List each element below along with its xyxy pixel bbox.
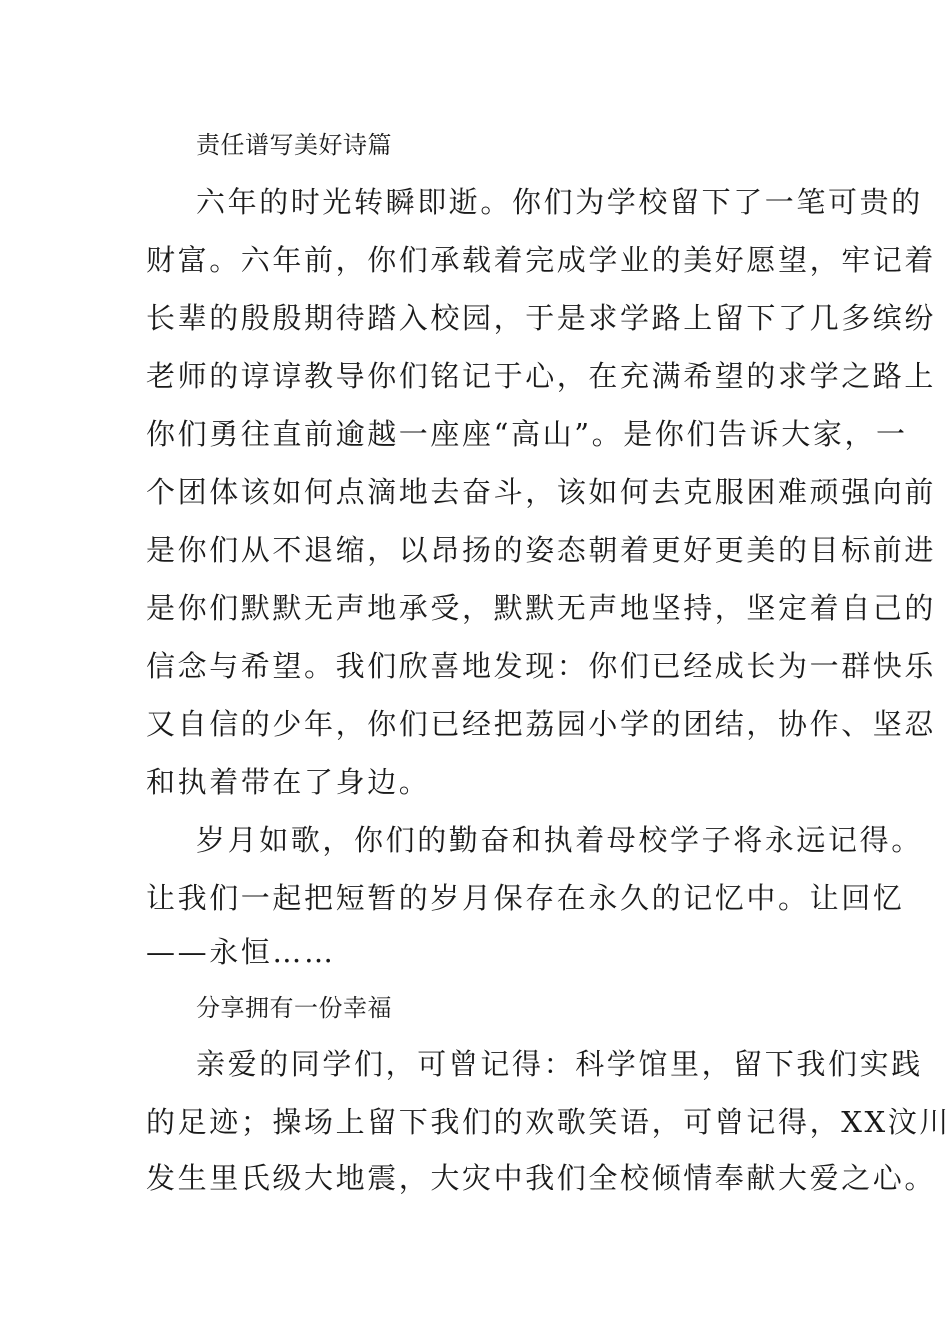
paragraph-line: ——永恒…… (146, 935, 336, 969)
paragraph-line: 长辈的殷殷期待踏入校园，于是求学路上留下了几多缤纷 (146, 301, 937, 335)
section-heading: 责任谱写美好诗篇 (196, 131, 392, 159)
paragraph-line: 六年的时光转瞬即逝。你们为学校留下了一笔可贵的 (196, 185, 923, 219)
paragraph-line: 你们勇往直前逾越一座座“高山”。是你们告诉大家，一 (146, 417, 908, 451)
paragraph-line: 亲爱的同学们，可曾记得：科学馆里，留下我们实践 (196, 1047, 923, 1081)
paragraph-line: 是你们默默无声地承受，默默无声地坚持，坚定着自己的 (146, 591, 937, 625)
paragraph-line: 又自信的少年，你们已经把荔园小学的团结，协作、坚忍 (146, 707, 937, 741)
paragraph-line: 让我们一起把短暂的岁月保存在永久的记忆中。让回忆 (146, 881, 905, 915)
paragraph-line: 信念与希望。我们欣喜地发现：你们已经成长为一群快乐 (146, 649, 937, 683)
paragraph-line: 个团体该如何点滴地去奋斗，该如何去克服困难顽强向前 (146, 475, 937, 509)
section-heading: 分享拥有一份幸福 (196, 994, 392, 1022)
paragraph-line: 和执着带在了身边。 (146, 765, 431, 799)
paragraph-line: 发生里氏级大地震，大灾中我们全校倾情奉献大爱之心。 (146, 1161, 937, 1195)
paragraph-line: 岁月如歌，你们的勤奋和执着母校学子将永远记得。 (196, 823, 923, 857)
paragraph-line: 财富。六年前，你们承载着完成学业的美好愿望，牢记着 (146, 243, 937, 277)
paragraph-line: 的足迹；操场上留下我们的欢歌笑语，可曾记得，XX汶川 (146, 1105, 951, 1139)
paragraph-line: 是你们从不退缩，以昂扬的姿态朝着更好更美的目标前进 (146, 533, 937, 567)
paragraph-line: 老师的谆谆教导你们铭记于心，在充满希望的求学之路上 (146, 359, 937, 393)
